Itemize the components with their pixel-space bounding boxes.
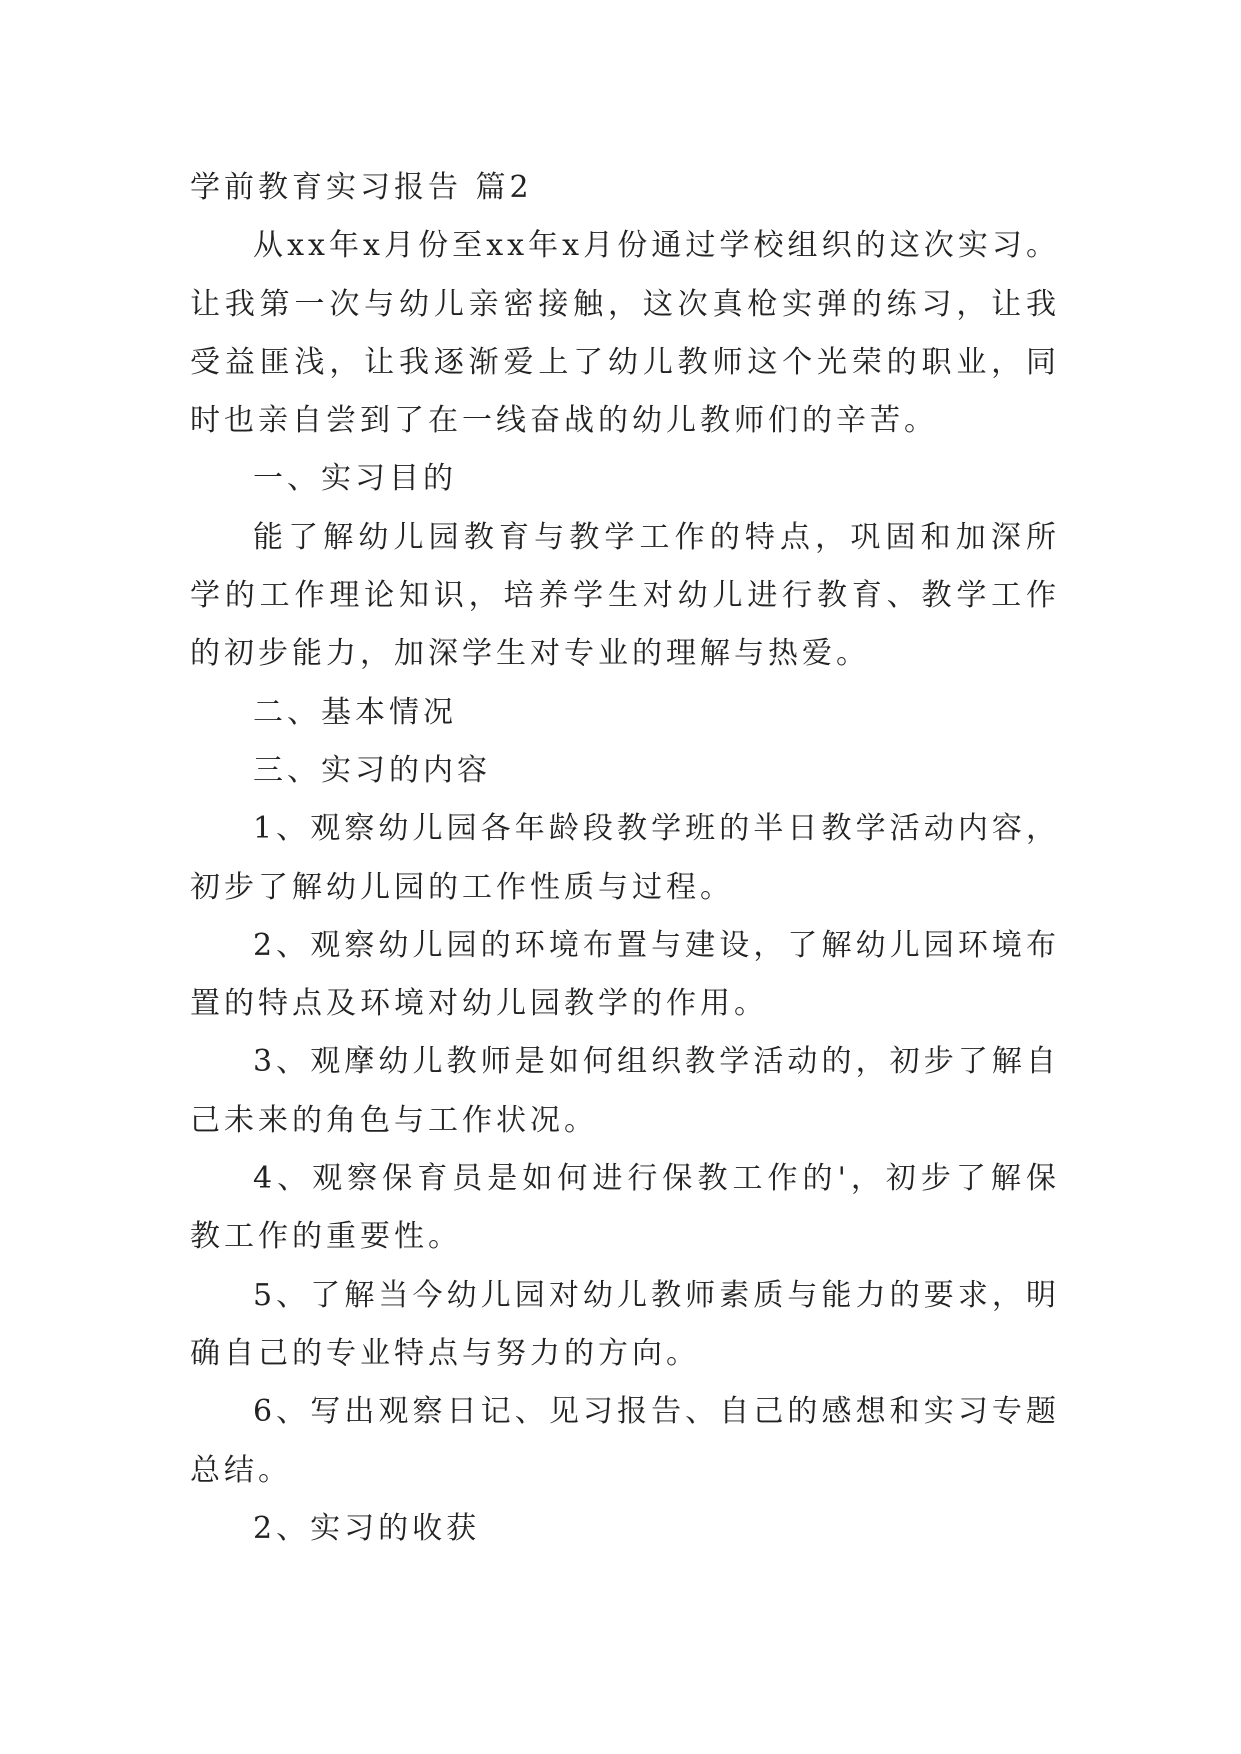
document-title: 学前教育实习报告 篇2 (190, 170, 533, 205)
intro-paragraph: 从xx年x月份至xx年x月份通过学校组织的这次实习。让我第一次与幼儿亲密接触，这次真枪实弹的练习，让我受益匪浅，让我逐渐爱上了幼儿教师这个光荣的职业，同时也亲自尝到了在一线奋战的幼儿教师们的辛苦。 (190, 228, 1060, 439)
content-item-2: 2、观察幼儿园的环境布置与建设，了解幼儿园环境布置的特点及环境对幼儿园教学的作用。 (190, 927, 1060, 1022)
document-page (190, 159, 1060, 1558)
section-heading-goal: 一、实习目的 (253, 461, 457, 497)
goal-paragraph: 能了解幼儿园教育与教学工作的特点，巩固和加深所学的工作理论知识，培养学生对幼儿进行教育、教学工作的初步能力，加深学生对专业的理解与热爱。 (190, 519, 1060, 672)
content-item-5: 5、了解当今幼儿园对幼儿教师素质与能力的要求，明确自己的专业特点与努力的方向。 (190, 1277, 1060, 1371)
section-heading-content: 三、实习的内容 (253, 752, 491, 788)
section-heading-basic-info: 二、基本情况 (253, 694, 457, 730)
content-item-1: 1、观察幼儿园各年龄段教学班的半日教学活动内容，初步了解幼儿园的工作性质与过程。 (190, 811, 1060, 905)
content-item-4: 4、观察保育员是如何进行保教工作的'，初步了解保教工作的重要性。 (190, 1161, 1060, 1255)
content-item-3: 3、观摩幼儿教师是如何组织教学活动的，初步了解自己未来的角色与工作状况。 (190, 1044, 1060, 1138)
section-heading-gains: 2、实习的收获 (253, 1510, 481, 1546)
content-item-6: 6、写出观察日记、见习报告、自己的感想和实习专题总结。 (190, 1394, 1060, 1488)
